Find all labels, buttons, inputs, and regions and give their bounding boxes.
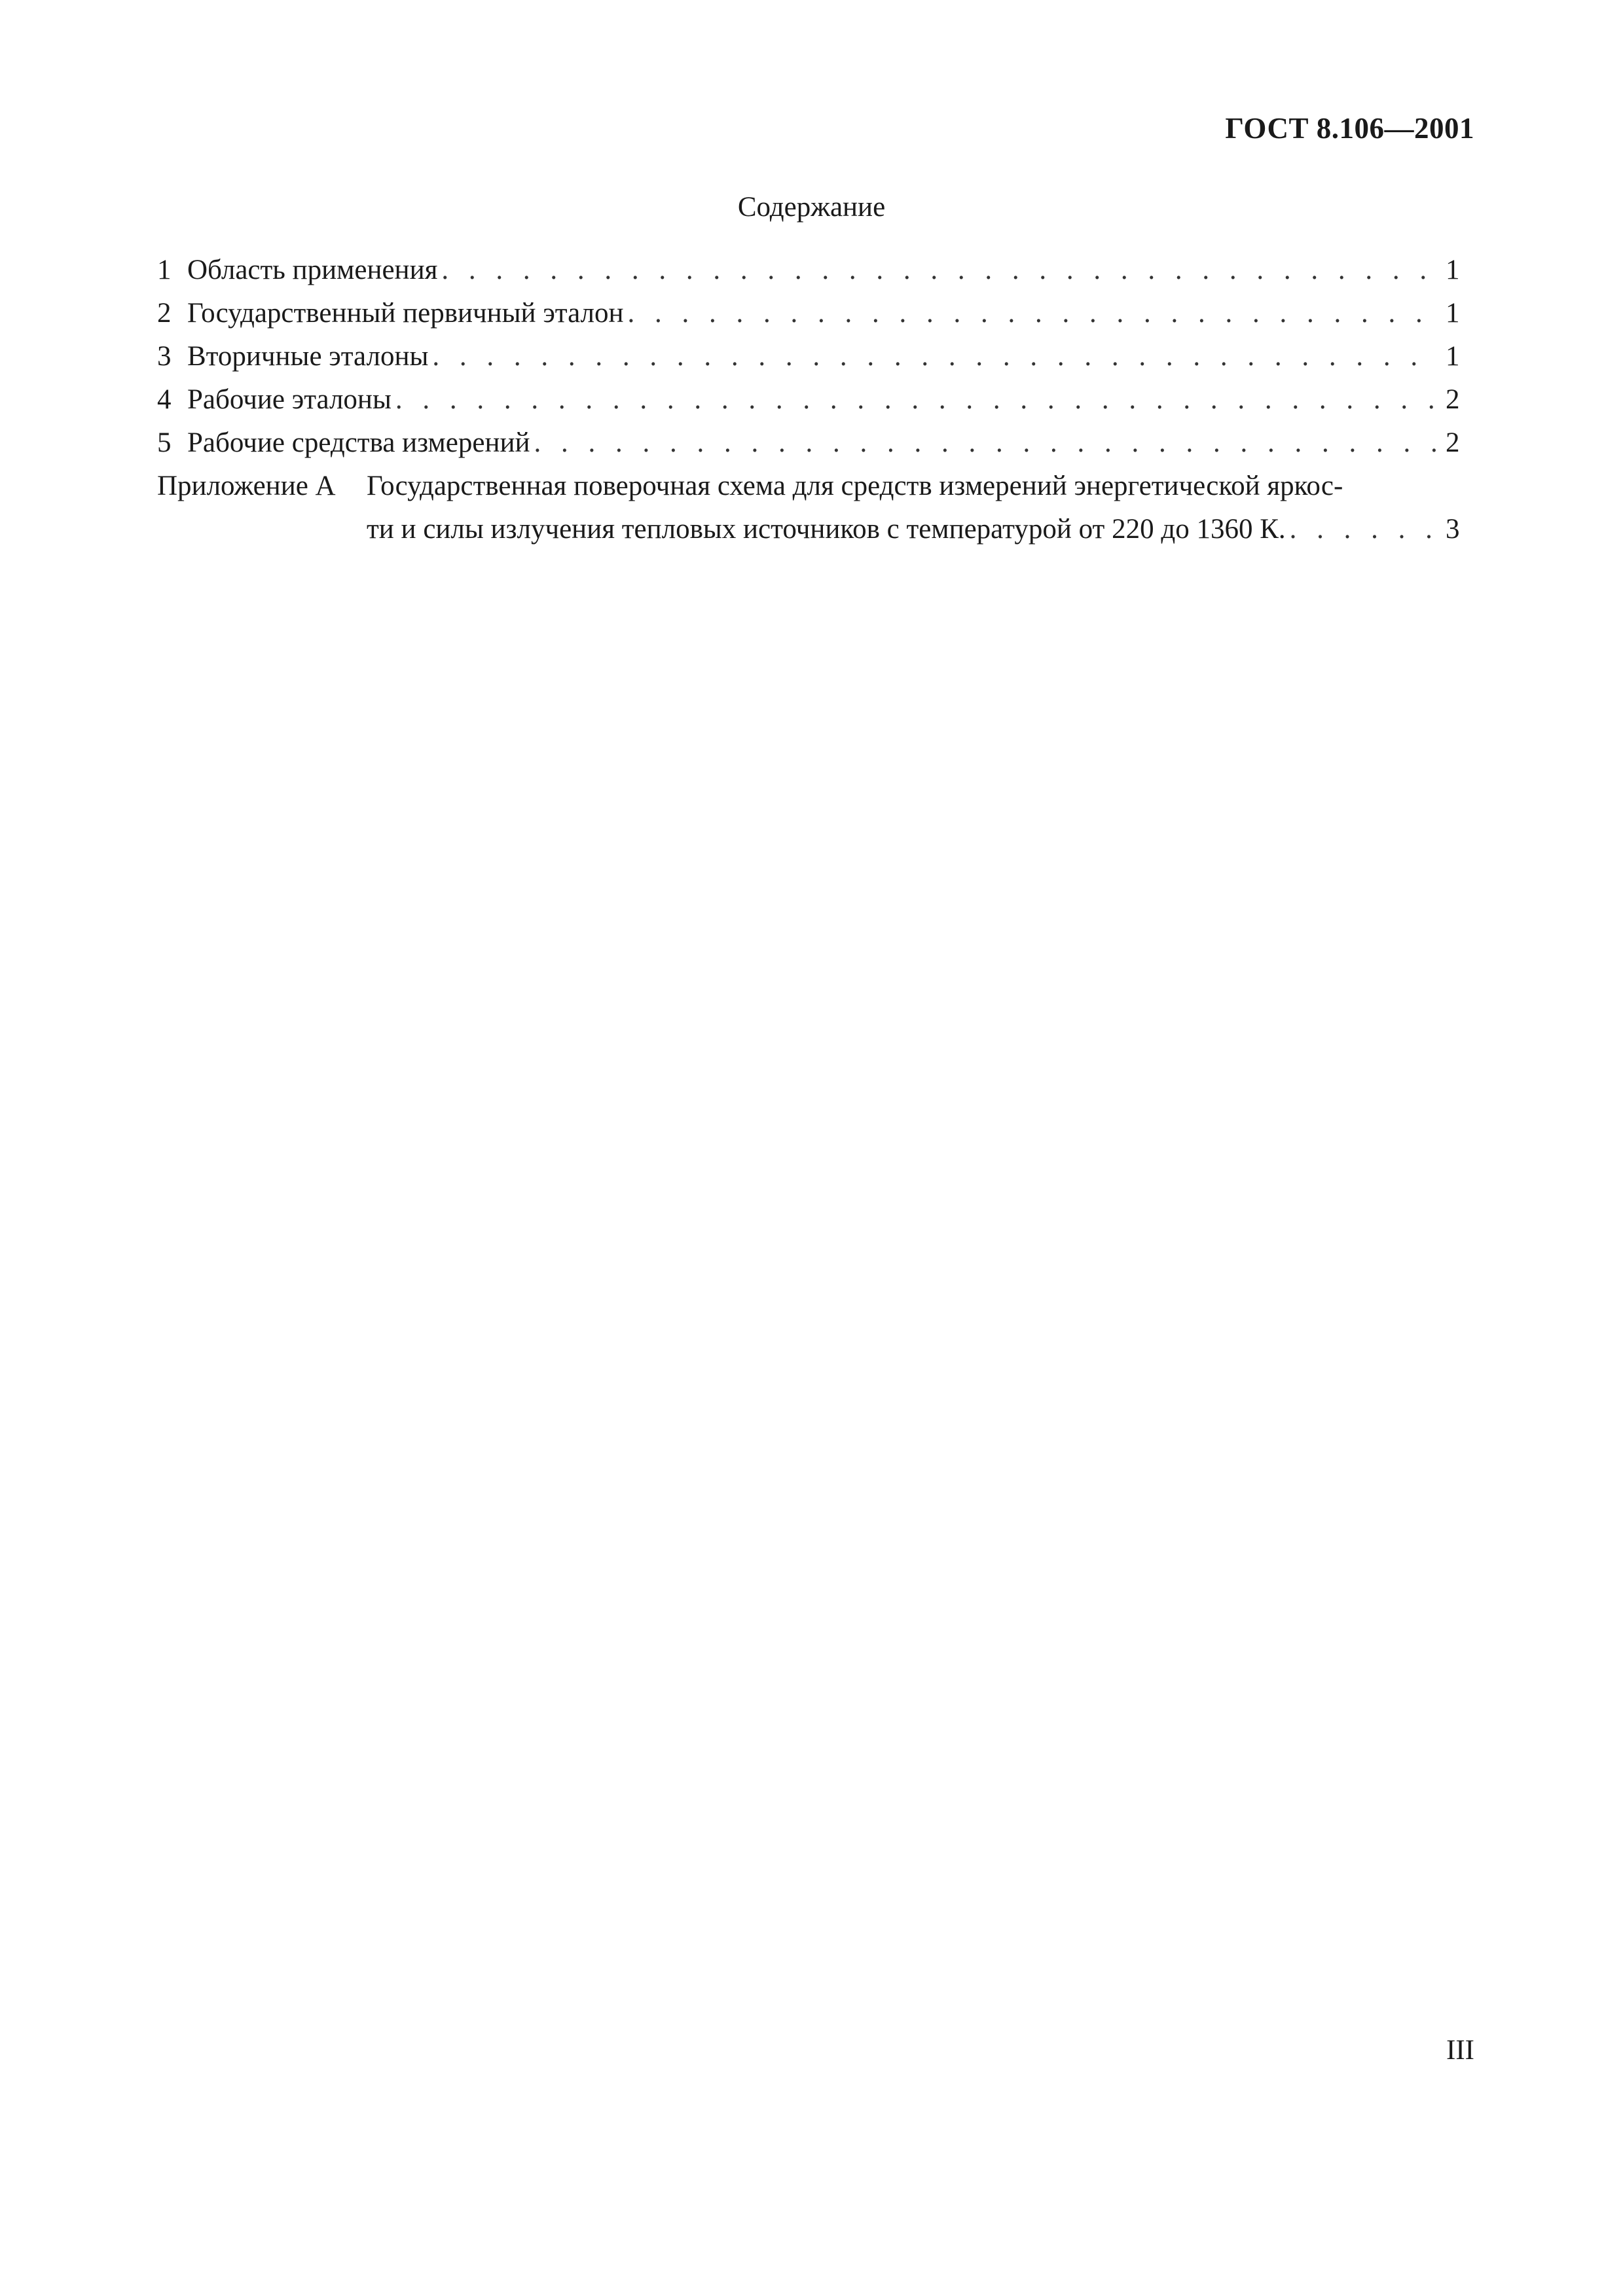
toc-item-title: Рабочие средства измерений xyxy=(187,427,530,458)
toc-item-number: 4 xyxy=(157,384,172,415)
toc-item[interactable] xyxy=(157,427,1459,470)
annex-page: 3 xyxy=(1446,514,1460,545)
toc-item-title: Вторичные эталоны xyxy=(187,341,429,372)
toc-item-number: 2 xyxy=(157,298,172,329)
toc-item[interactable] xyxy=(157,297,1459,340)
annex-second-line xyxy=(157,513,1459,556)
toc-item-page: 2 xyxy=(1446,384,1460,415)
dot-leader xyxy=(628,297,1436,329)
toc-annex-item[interactable] xyxy=(157,470,1459,556)
dot-leader xyxy=(432,340,1436,372)
annex-title-line2: ти и силы излучения тепловых источников с температурой от 220 до 1360 К. xyxy=(367,514,1286,545)
table-of-contents xyxy=(157,254,1459,556)
toc-item-number: 3 xyxy=(157,341,172,372)
toc-item-title: Область применения xyxy=(187,255,438,285)
document-code: ГОСТ 8.106—2001 xyxy=(1225,112,1474,145)
toc-item-page: 1 xyxy=(1446,298,1460,329)
toc-item[interactable] xyxy=(157,384,1459,427)
page-number: III xyxy=(1446,2035,1474,2066)
annex-title-line1: Государственная поверочная схема для средств измерений энергетической яркос- xyxy=(367,471,1343,501)
toc-item-title: Рабочие эталоны xyxy=(187,384,392,415)
dot-leader xyxy=(1290,513,1436,545)
toc-item-title: Государственный первичный эталон xyxy=(187,298,624,329)
toc-heading: Содержание xyxy=(737,192,886,223)
toc-item-number: 5 xyxy=(157,427,172,458)
toc-item-page: 1 xyxy=(1446,255,1460,285)
toc-item[interactable] xyxy=(157,254,1459,297)
dot-leader xyxy=(534,427,1436,459)
dot-leader xyxy=(441,254,1436,286)
dot-leader xyxy=(395,384,1436,416)
annex-first-line xyxy=(157,470,1459,513)
annex-label: Приложение А xyxy=(157,471,336,501)
toc-item-page: 2 xyxy=(1446,427,1460,458)
toc-item-number: 1 xyxy=(157,255,172,285)
toc-item-page: 1 xyxy=(1446,341,1460,372)
toc-item[interactable] xyxy=(157,340,1459,384)
